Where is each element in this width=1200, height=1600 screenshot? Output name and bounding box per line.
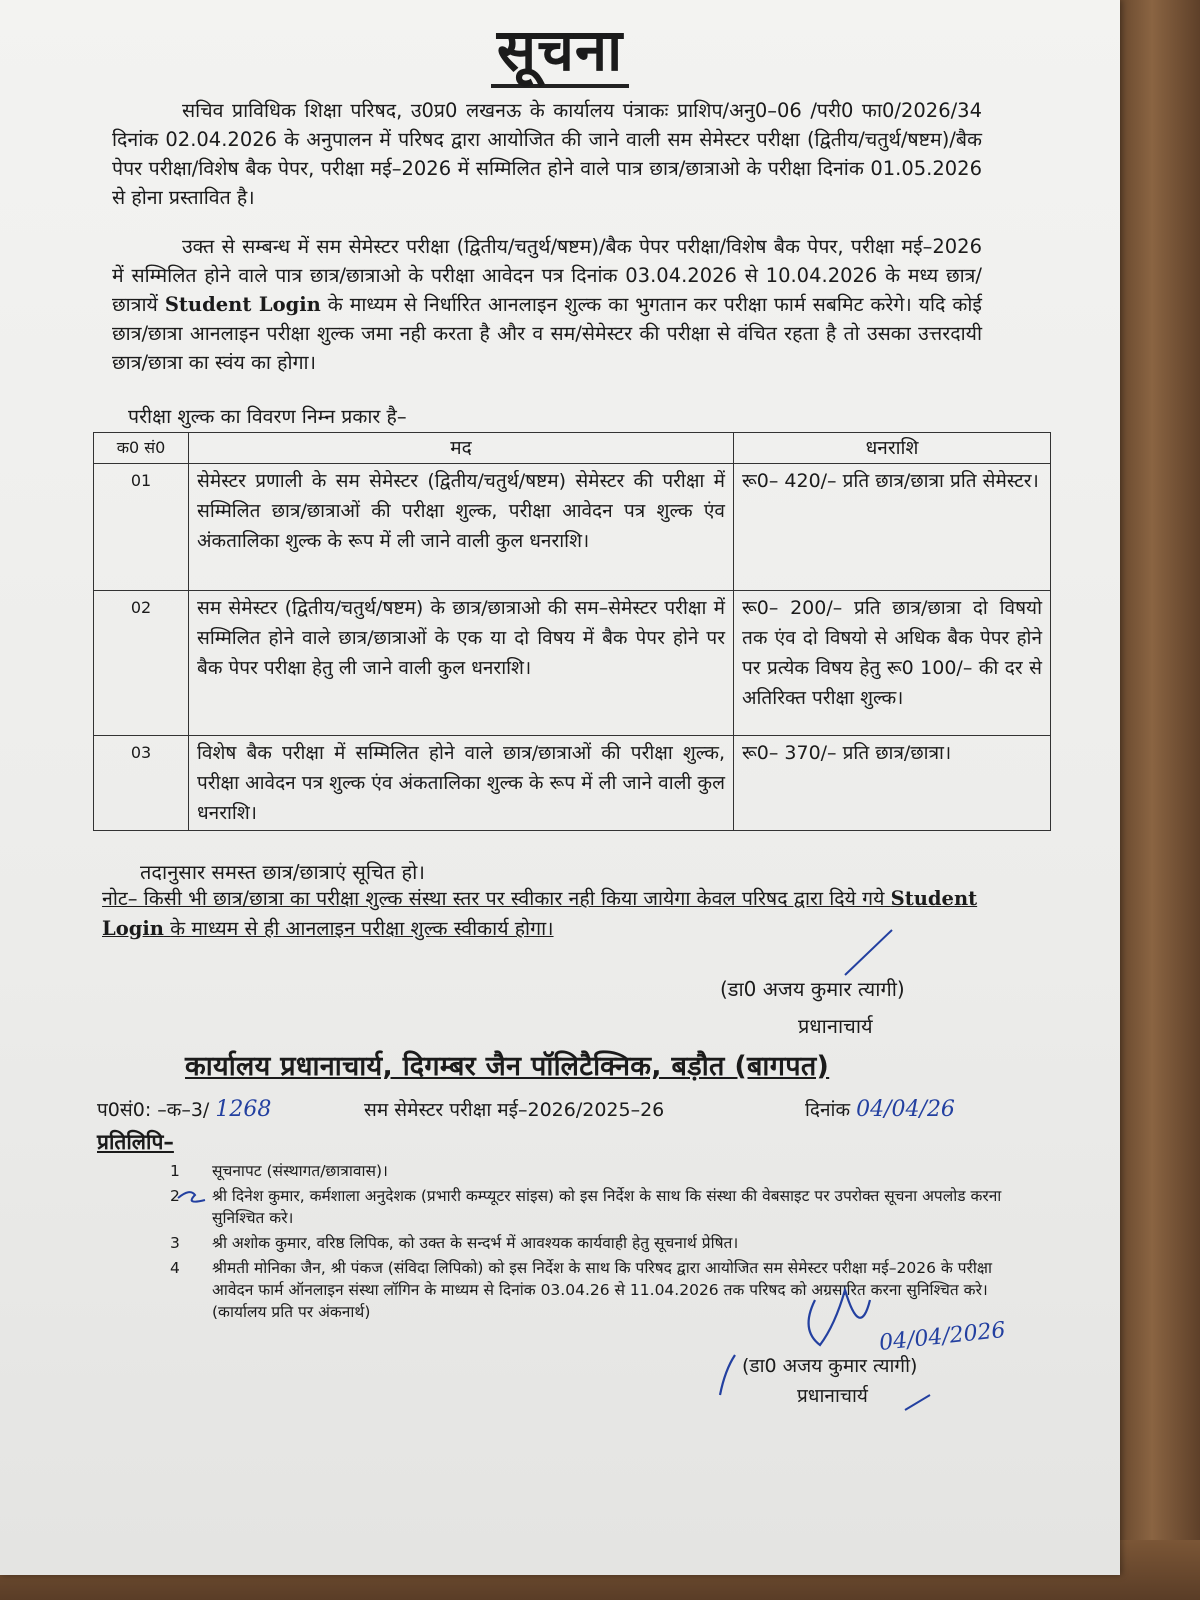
row-amount: रू0– 370/– प्रति छात्र/छात्रा। xyxy=(734,736,1051,831)
application-paragraph: उक्त से सम्बन्ध में सम सेमेस्टर परीक्षा (द्वितीय/चतुर्थ/षष्टम)/बैक पेपर परीक्षा/विशेष बैक पेपर, परीक्षा मई–2026 में सम्मिलित होने वाले पात्र छात्र/छात्राओ के परीक्षा आवेदन पत्र दिनांक 03.04.2026 से 10.04.2026 के मध्य छात्र/छात्रायें Student Login के माध्यम से निर्धारित आनलाइन शुल्क का भुगतान कर परीक्षा फार्म सबमिट करेगे। यदि कोई छात्र/छात्रा आनलाइन परीक्षा शुल्क जमा नही करता है और व सम/सेमेस्टर की परीक्षा से वंचित रहता है तो उसका उत्तरदायी छात्र/छात्रा का स्वंय का होगा। xyxy=(112,235,982,374)
list-item: 3 श्री अशोक कुमार, वरिष्ठ लिपिक, को उक्त के सन्दर्भ में आवश्यक कार्यवाही हेतु सूचनार्थ प्रेषित। xyxy=(170,1234,739,1252)
intro-paragraph: सचिव प्राविधिक शिक्षा परिषद, उ0प्र0 लखनऊ के कार्यालय पंत्राकः प्राशिप/अनु0–06 /परी0 फा0/2026/34 दिनांक 02.04.2026 के अनुपालन में परिषद द्वारा आयोजित की जाने वाली सम सेमेस्टर परीक्षा (द्वितीय/चतुर्थ/षष्टम)/बैक पेपर परीक्षा/विशेष बैक पेपर, परीक्षा मई–2026 में सम्मिलित होने वाले पात्र छात्र/छात्राओ के परीक्षा दिनांक 01.05.2026 से होना प्रस्तावित है। xyxy=(112,99,982,209)
header-serial: क0 सं0 xyxy=(94,433,189,464)
row-serial: 03 xyxy=(94,736,189,831)
student-login-text: Student Login xyxy=(164,293,321,316)
accordingly-line: तदानुसार समस्त छात्र/छात्राएं सूचित हो। xyxy=(140,860,425,884)
handwritten-ref-number: 1268 xyxy=(215,1097,272,1122)
signatory-title: प्रधानाचार्य xyxy=(798,1014,873,1038)
list-item: 4 श्रीमती मोनिका जैन, श्री पंकज (संविदा लिपिको) को इस निर्देश के साथ कि परिषद द्वारा आयोजित सम सेमेस्टर परीक्षा मई–2026 के परीक्षा आवेदन फार्म ऑनलाइन संस्था लॉगिन के माध्यम से दिनांक 03.04.26 से 11.04.2026 तक परिषद को अग्रसारित करना सुनिश्चित करे। (कार्यालय प्रति पर अंकनार्थ) xyxy=(170,1259,992,1321)
row-serial: 02 xyxy=(94,591,189,736)
row-serial: 01 xyxy=(94,464,189,591)
initials-signature xyxy=(809,1290,870,1345)
row-amount: रू0– 200/– प्रति छात्र/छात्रा दो विषयो तक एंव दो विषयो से अधिक बैक पेपर होने पर प्रत्येक विषय हेतु रू0 100/– की दर से अतिरिक्त परीक्षा शुल्क। xyxy=(734,591,1051,736)
signatory-name: (डा0 अजय कुमार त्यागी) xyxy=(720,977,905,1001)
list-item: 1 सूचनापट (संस्थागत/छात्रावास)। xyxy=(170,1162,388,1180)
notice-title: सूचना xyxy=(0,8,1120,87)
handwritten-date: 04/04/26 xyxy=(856,1097,955,1122)
reference-number: प0सं0: –क–3/ 1268 xyxy=(97,1097,272,1122)
copy-heading: प्रतिलिपि– xyxy=(97,1130,174,1154)
list-item: 2 श्री दिनेश कुमार, कर्मशाला अनुदेशक (प्रभारी कम्प्यूटर सांइस) को इस निर्देश के साथ कि संस्था की वेबसाइट पर उपरोक्त सूचना अपलोड करना सुनिश्चित करे। xyxy=(170,1187,1002,1227)
row-item: सम सेमेस्टर (द्वितीय/चतुर्थ/षष्टम) के छात्र/छात्राओ की सम–सेमेस्टर परीक्षा में सम्मिलित होने वाले छात्र/छात्राओं के एक या दो विषय में बैक पेपर होने पर बैक पेपर परीक्षा हेतु ली जाने वाली कुल धनराशि। xyxy=(189,591,734,736)
signature-stroke xyxy=(905,1395,930,1410)
student-login-text: Student Login xyxy=(102,887,978,940)
note-paragraph: नोट– किसी भी छात्र/छात्रा का परीक्षा शुल्क संस्था स्तर पर स्वीकार नही किया जायेगा केवल परिषद द्वारा दिये गये Student Login के माध्यम से ही आनलाइन परीक्षा शुल्क स्वीकार्य होगा। xyxy=(102,887,978,940)
reference-date: दिनांक 04/04/26 xyxy=(805,1097,955,1122)
row-amount: रू0– 420/– प्रति छात्र/छात्रा प्रति सेमेस्टर। xyxy=(734,464,1051,591)
signature-date: 04/04/2026 xyxy=(878,1317,1007,1356)
fee-intro: परीक्षा शुल्क का विवरण निम्न प्रकार है– xyxy=(128,405,407,428)
signature-stroke xyxy=(720,1355,735,1395)
signatory2-title: प्रधानाचार्य xyxy=(797,1385,868,1407)
header-amount: धनराशि xyxy=(734,433,1051,464)
office-heading: कार्यालय प्रधानाचार्य, दिगम्बर जैन पॉलिटैक्निक, बड़ौत (बागपत) xyxy=(185,1051,830,1082)
copy-tick-mark xyxy=(178,1192,205,1202)
reference-subject: सम सेमेस्टर परीक्षा मई–2026/2025–26 xyxy=(364,1099,665,1121)
wood-background-right xyxy=(1120,0,1200,1600)
signatory2-name: (डा0 अजय कुमार त्यागी) xyxy=(742,1355,918,1377)
header-item: मद xyxy=(189,433,734,464)
row-item: विशेष बैक परीक्षा में सम्मिलित होने वाले छात्र/छात्राओं की परीक्षा शुल्क, परीक्षा आवेदन पत्र शुल्क एंव अंकतालिका शुल्क के रूप में ली जाने वाली कुल धनराशि। xyxy=(189,736,734,831)
row-item: सेमेस्टर प्रणाली के सम सेमेस्टर (द्वितीय/चतुर्थ/षष्टम) सेमेस्टर की परीक्षा में सम्मिलित छात्र/छात्राओं की परीक्षा शुल्क, परीक्षा आवेदन पत्र शुल्क एंव अंकतालिका शुल्क के रूप में ली जाने वाली कुल धनराशि। xyxy=(189,464,734,591)
signature-tick-mark xyxy=(845,930,892,975)
